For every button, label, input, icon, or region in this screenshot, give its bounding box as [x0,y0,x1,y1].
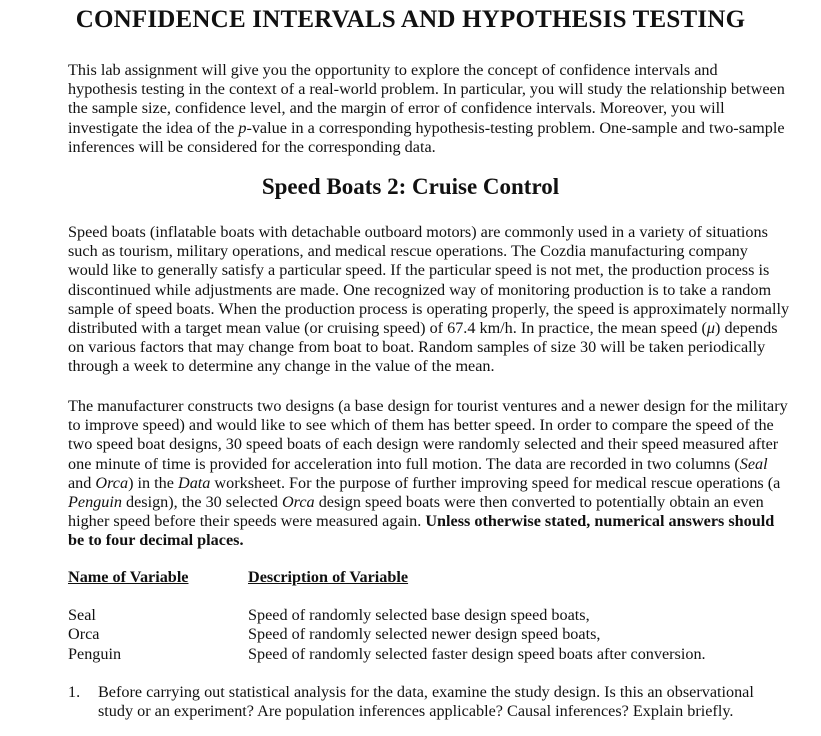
p2-text-3: worksheet. For the purpose of further improving speed for medical rescue operations (a [210,473,781,492]
p-symbol: p [238,118,247,137]
table-row [68,645,790,664]
p2-text-2: ) in the [128,473,178,492]
variable-description: Speed of randomly selected base design speed boats, [248,606,590,625]
p2-text-1: The manufacturer constructs two designs (a base design for tourist ventures and a newer design for the military to improve speed) and would like to see which of them has better speed. In order to compare the speed of the two speed boat designs, 30 speed boats of each design were randomly selected and their speed measured after one minute of time is provided for acceleration into full motion. The data are recorded in two columns ( [68,397,788,473]
data-term: Data [178,473,211,492]
seal-term: Seal [739,454,768,473]
variable-name: Penguin [68,644,122,663]
intro-text-1: This lab assignment will give you the opportunity to explore the concept of confidence intervals and hypothesis testing in the context of a real-world problem. In particular, you will study the relationship between the sample size, confidence level, and the margin of error of confidence intervals. Moreover, you will investigate the idea of the [68,61,785,137]
problem-paragraph-2 [68,397,790,551]
question-1 [68,683,790,721]
intro-paragraph [68,61,790,157]
variable-table-header [68,568,790,587]
variable-table [68,568,790,664]
section-title: Speed Boats 2: Cruise Control [261,174,560,199]
variable-name: Seal [68,606,96,625]
header-description-of-variable: Description of Variable [248,568,409,586]
p2-and: and [68,473,96,492]
p2-text-4: design), the 30 selected [121,493,282,512]
problem-paragraph-1 [68,223,790,377]
variable-description: Speed of randomly selected newer design speed boats, [248,625,601,644]
variable-name: Orca [68,625,100,644]
table-row [68,606,790,625]
p2-bold-instruction: Unless otherwise stated, numerical answers should be to four decimal places. [68,512,775,550]
question-text: Before carrying out statistical analysis for the data, examine the study design. Is this an observational study or an experiment? Are population inferences applicable? Causal inferences? Explain briefly. [98,683,754,721]
intro-text-2: -value in a corresponding hypothesis-testing problem. One-sample and two-sample inferences will be considered for the corresponding data. [68,118,785,156]
p1-text-2: ) depends on various factors that may change from boat to boat. Random samples of size 30 will be taken periodically through a week to determine any change in the value of the mean. [68,319,778,376]
orca-term-2: Orca [281,493,315,512]
header-name-of-variable: Name of Variable [68,568,189,586]
p1-text-1: Speed boats (inflatable boats with detachable outboard motors) are commonly used in a variety of situations such as tourism, military operations, and medical rescue operations. The Cozdia manufacturing company would like to generally satisfy a particular speed. If the particular speed is not met, the production process is discontinued while adjustments are made. One recognized way of monitoring production is to take a random sample of speed boats. When the production process is operating properly, the speed is approximately normally distributed with a target mean value (or cruising speed) of 67.4 km/h. In practice, the mean speed ( [68,223,790,338]
table-row [68,625,790,644]
question-number: 1. [68,683,81,701]
variable-table-body [68,606,790,664]
penguin-term: Penguin [68,493,122,512]
variable-description: Speed of randomly selected faster design speed boats after conversion. [248,644,706,663]
mu-symbol: μ [706,319,716,338]
p2-text-5: design speed boats were then converted to potentially obtain an even higher speed before their speeds were measured again. [68,493,764,531]
orca-term: Orca [95,473,129,492]
page-title: CONFIDENCE INTERVALS AND HYPOTHESIS TESTING [75,6,746,33]
